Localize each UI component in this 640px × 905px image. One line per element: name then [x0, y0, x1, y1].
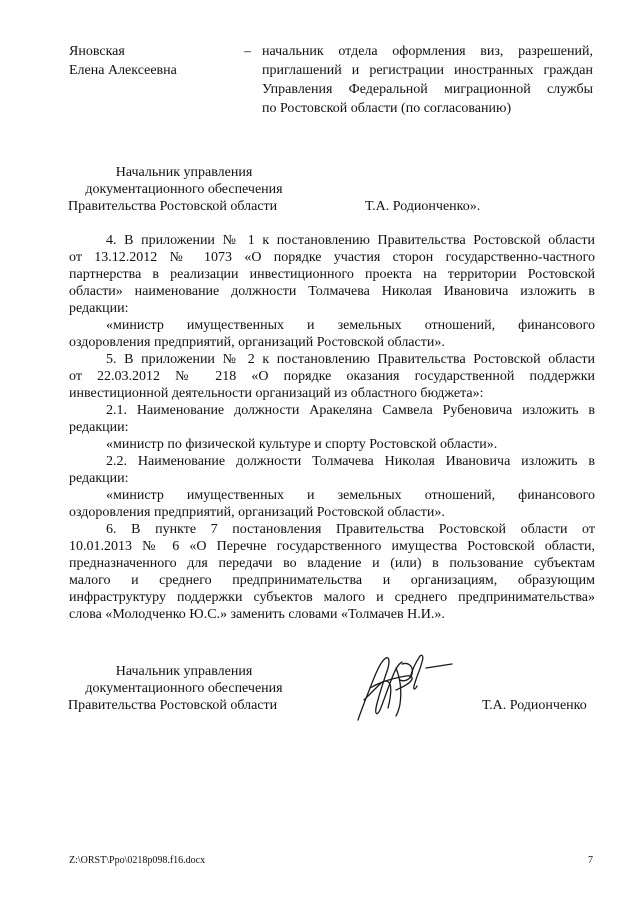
- body-line: слова «Молодченко Ю.С.» заменить словами «Толмачев Н.И.».: [69, 607, 445, 622]
- body-line: 2.1. Наименование должности Аракеляна Самвела Рубеновича изложить в: [106, 403, 595, 418]
- role-line: по Ростовской области (по согласованию): [262, 101, 512, 116]
- role-line: начальник отдела оформления виз, разрешений,: [262, 44, 593, 59]
- body-line: 6. В пункте 7 постановления Правительства Ростовской области от: [106, 522, 595, 537]
- body-line: предназначенного для передачи во владение и (или) в пользование субъектам: [69, 556, 595, 571]
- document-body: [69, 232, 595, 623]
- person-surname: Яновская: [69, 44, 125, 59]
- footer-file-path: Z:\ORST\Ppo\0218p098.f16.docx: [69, 855, 206, 866]
- body-line: инвестиционной деятельности организаций из областного бюджета»:: [69, 386, 484, 401]
- body-line: оздоровления предприятий, организаций Ростовской области».: [69, 505, 445, 520]
- signature-block-1-title: [68, 164, 300, 215]
- sig2-line: Правительства Ростовской области: [68, 698, 278, 713]
- body-line: 5. В приложении № 2 к постановлению Правительства Ростовской области: [106, 352, 595, 367]
- body-line: от 13.12.2012 № 1073 «О порядке участия сторон государственно-частного: [69, 250, 595, 265]
- handwritten-signature: [350, 648, 460, 728]
- sig1-line: Правительства Ростовской области: [68, 199, 278, 214]
- body-line: 10.01.2013 № 6 «О Перечне государственного имущества Ростовской области,: [69, 539, 595, 554]
- sig2-line: Начальник управления: [115, 664, 253, 679]
- body-line: редакции:: [69, 471, 129, 486]
- body-line: редакции:: [69, 420, 129, 435]
- body-line: области» наименование должности Толмачева Николая Ивановича изложить в: [69, 284, 595, 299]
- role-line: Управления Федеральной миграционной службы: [262, 82, 593, 97]
- sig1-line: Начальник управления: [115, 165, 253, 180]
- person-given-names: Елена Алексеевна: [69, 63, 177, 78]
- body-line: 2.2. Наименование должности Толмачева Николая Ивановича изложить в: [106, 454, 595, 469]
- body-line: 4. В приложении № 1 к постановлению Правительства Ростовской области: [106, 233, 595, 248]
- body-line: редакции:: [69, 301, 129, 316]
- role-line: приглашений и регистрации иностранных граждан: [262, 63, 593, 78]
- footer-page-number: 7: [588, 855, 593, 866]
- person-name: [69, 42, 219, 80]
- entry-dash: –: [244, 44, 251, 59]
- signature-block-2-name: Т.А. Родионченко: [482, 698, 587, 713]
- body-line: оздоровления предприятий, организаций Ростовской области».: [69, 335, 445, 350]
- body-line: малого и среднего предпринимательства и организациям, образующим: [69, 573, 595, 588]
- sig2-line: документационного обеспечения: [85, 681, 283, 696]
- body-line: «министр имущественных и земельных отношений, финансового: [106, 318, 595, 333]
- body-line: «министр по физической культуре и спорту Ростовской области».: [106, 437, 498, 452]
- body-line: инфраструктуру поддержки субъектов малого и среднего предпринимательства»: [69, 590, 595, 605]
- signature-block-1-name: Т.А. Родионченко».: [365, 199, 481, 214]
- sig1-line: документационного обеспечения: [85, 182, 283, 197]
- signature-block-2-title: [68, 663, 300, 714]
- body-line: «министр имущественных и земельных отношений, финансового: [106, 488, 595, 503]
- person-role: [262, 42, 593, 118]
- body-line: от 22.03.2012 № 218 «О порядке оказания государственной поддержки: [69, 369, 595, 384]
- body-line: партнерства в реализации инвестиционного проекта на территории Ростовской: [69, 267, 595, 282]
